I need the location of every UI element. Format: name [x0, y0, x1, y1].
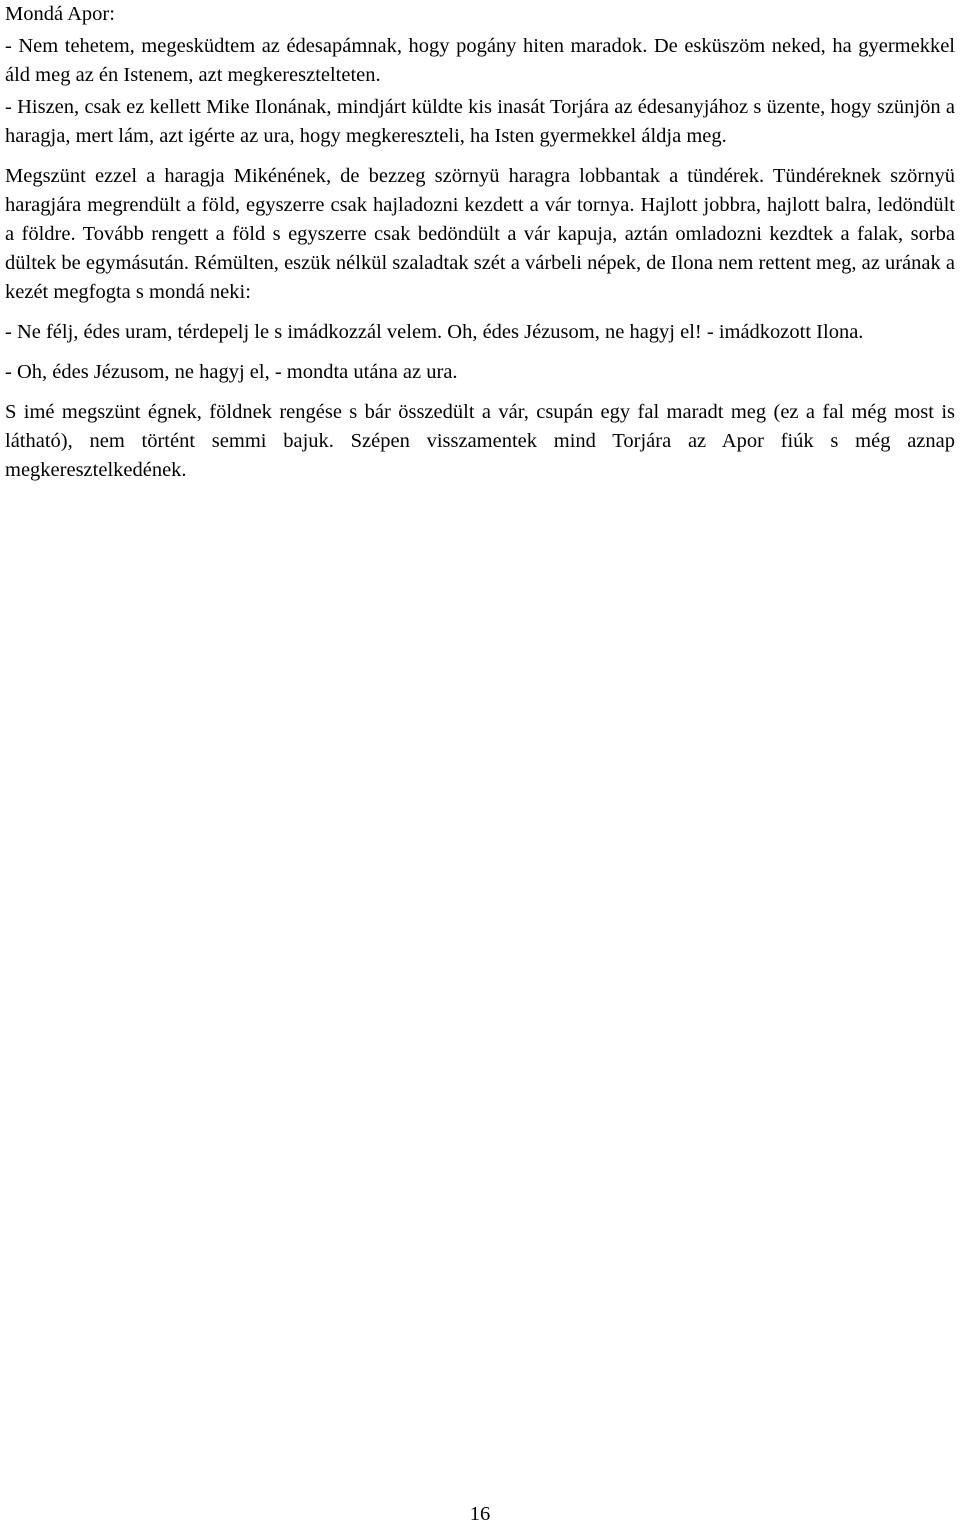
paragraph-apor-reply: - Nem tehetem, megesküdtem az édesapámnak, hogy pogány hiten maradok. De esküszöm neked, ha gyermekkel áld meg az én Istenem, azt megkeresztelteten.: [5, 35, 955, 86]
paragraph-ilona-message: - Hiszen, csak ez kellett Mike Ilonának, mindjárt küldte kis inasát Torjára az édesanyjához s üzente, hogy szünjön a haragja, mert lám, azt igérte az ura, hogy megkereszteli, ha Isten gyermekkel áldja meg.: [5, 96, 955, 147]
page-number: 16: [469, 1503, 491, 1525]
paragraph-ending: S imé megszünt égnek, földnek rengése s bár összedült a vár, csupán egy fal maradt meg (ez a fal még most is látható), nem történt semmi bajuk. Szépen visszamentek mind Torjára az Apor fiúk s még aznap megkeresztelkedének.: [5, 401, 955, 481]
paragraph-prayer: - Ne félj, édes uram, térdepelj le s imádkozzál velem. Oh, édes Jézusom, ne hagyj el! - imádkozott Ilona.: [5, 321, 864, 343]
document-page: [5, 0, 955, 496]
paragraph-speaker: Mondá Apor:: [5, 3, 115, 25]
paragraph-earthquake: Megszünt ezzel a haragja Mikénének, de bezzeg szörnyü haragra lobbantak a tündérek. Tündéreknek szörnyü haragjára megrendült a föld, egyszerre csak hajladozni kezdett a vár tornya. Hajlott jobbra, hajlott balra, ledöndült a földre. Tovább rengett a föld s egyszerre csak bedöndült a vár kapuja, aztán omladozni kezdtek a falak, sorba dültek be egymásután. Rémülten, eszük nélkül szaladtak szét a várbeli népek, de Ilona nem rettent meg, az urának a kezét megfogta s mondá neki:: [5, 165, 955, 303]
paragraph-husband-prayer: - Oh, édes Jézusom, ne hagyj el, - mondta utána az ura.: [5, 361, 458, 383]
